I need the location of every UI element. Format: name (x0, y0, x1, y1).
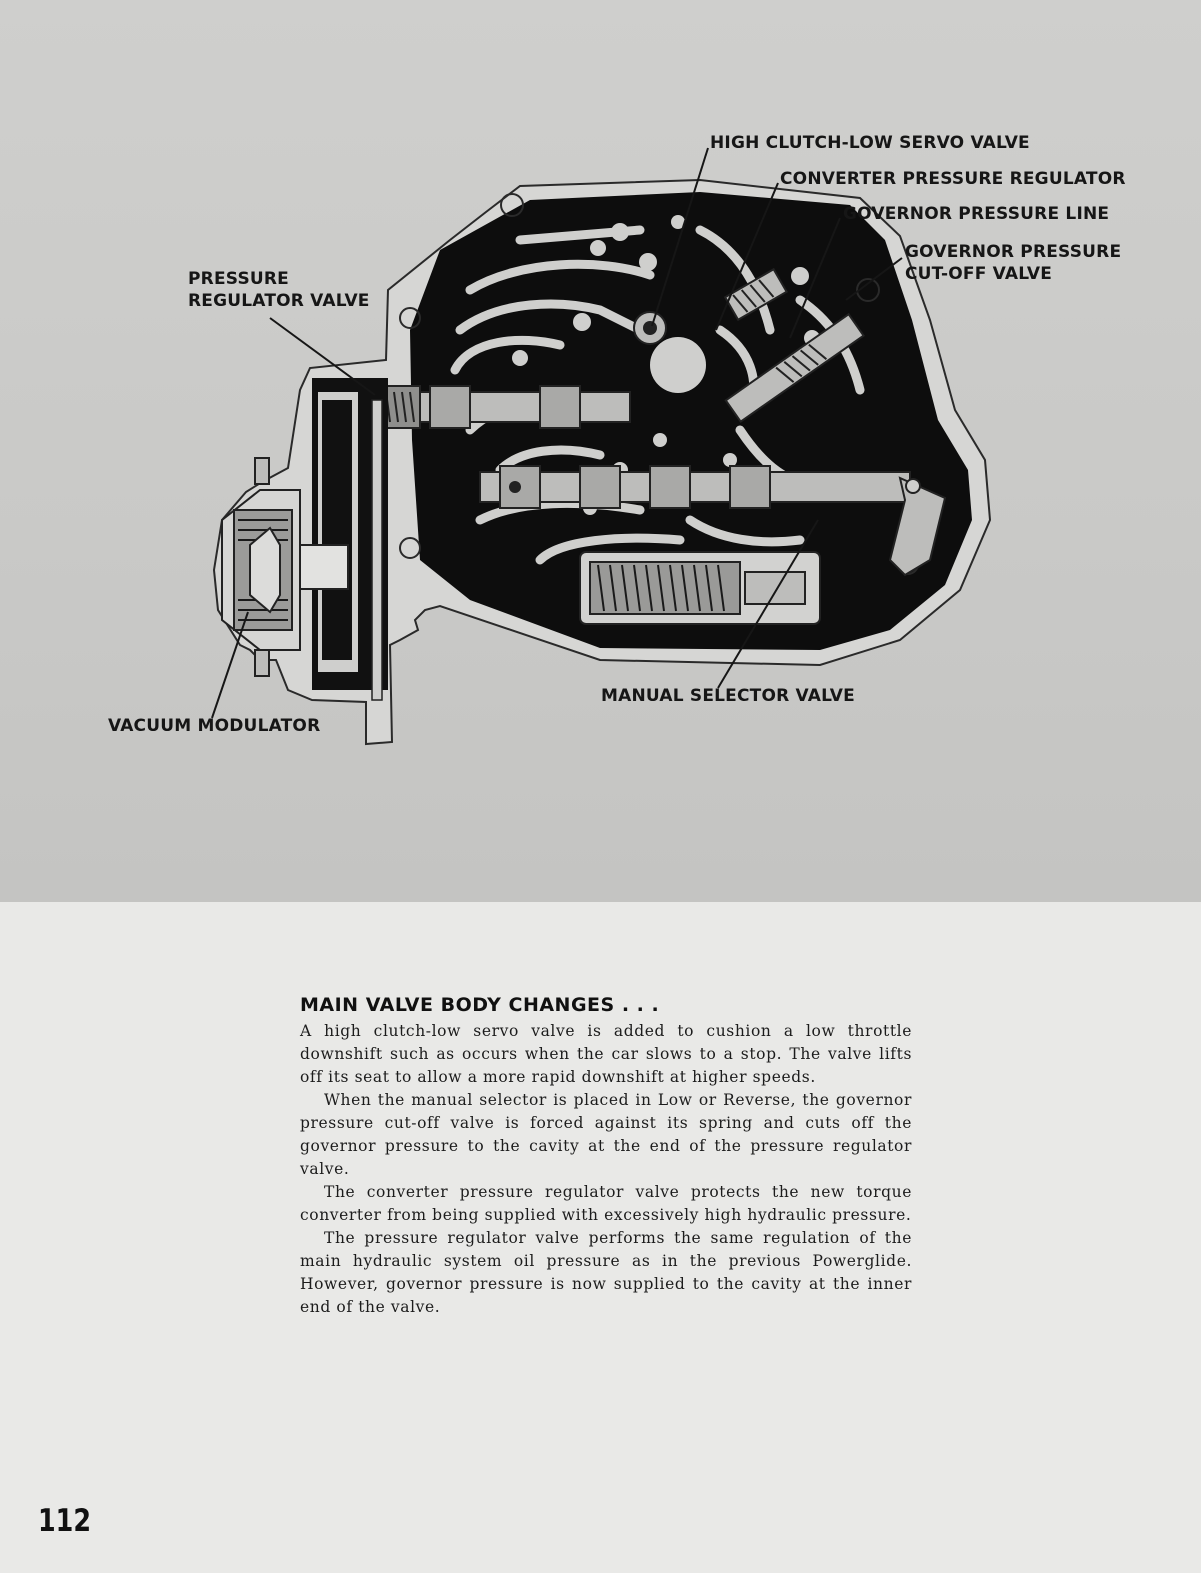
paragraph-2: When the manual selector is placed in Low or Reverse, the governor pressure cut-off valve is forced against its spring and cuts off the governor pressure to the cavity at the end of the pressure regulator valve. (300, 1091, 912, 1178)
lower-spring-assembly (580, 552, 820, 624)
callout-governor-pressure-cutoff-line1: GOVERNOR PRESSURE (905, 242, 1122, 262)
callout-pressure-regulator-line1: PRESSURE (188, 269, 289, 289)
pressure-regulator-spool (350, 386, 630, 428)
callout-governor-pressure-line: GOVERNOR PRESSURE LINE (843, 204, 1110, 224)
callout-governor-pressure-cutoff-line2: CUT-OFF VALVE (905, 264, 1053, 284)
section-heading: MAIN VALVE BODY CHANGES . . . (300, 994, 660, 1016)
page-number: 112 (38, 1503, 92, 1539)
callout-manual-selector-valve: MANUAL SELECTOR VALVE (601, 686, 855, 706)
callout-vacuum-modulator: VACUUM MODULATOR (108, 716, 321, 736)
callout-high-clutch-low-servo-valve: HIGH CLUTCH-LOW SERVO VALVE (710, 133, 1030, 153)
paragraph-1: A high clutch-low servo valve is added to cushion a low throttle downshift such as occurs when the car slows to a stop. The valve lifts off its seat to allow a more rapid downshift at higher speeds. (300, 1022, 912, 1086)
paragraph-4: The pressure regulator valve performs the same regulation of the main hydraulic system oil pressure as in the previous Powerglide. However, governor pressure is now supplied to the cavity at the inner end of the valve. (300, 1229, 912, 1316)
paragraph-3: The converter pressure regulator valve protects the new torque converter from being supplied with excessively high hydraulic pressure. (300, 1183, 912, 1224)
callout-pressure-regulator-line2: REGULATOR VALVE (188, 291, 370, 311)
body-text-block (300, 994, 912, 1319)
callout-converter-pressure-regulator: CONVERTER PRESSURE REGULATOR (780, 169, 1126, 189)
